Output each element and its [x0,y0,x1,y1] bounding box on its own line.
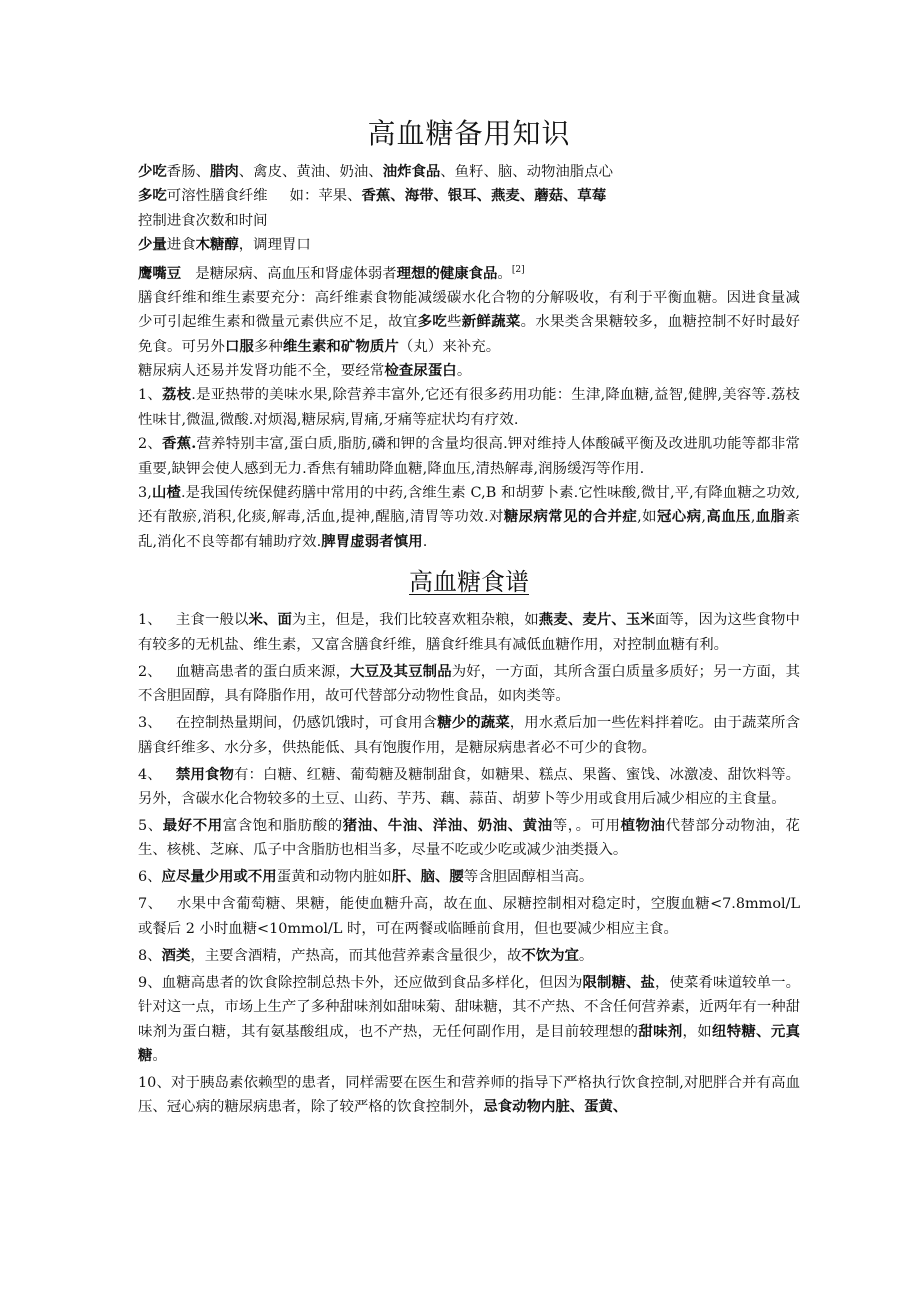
page-title: 高血糖备用知识 [367,117,571,150]
document-body [138,112,800,1122]
xylitol-line: 少量进食木糖醇，调理胃口 [138,236,311,254]
recipe-item-1: 1、 主食一般以米、面为主，但是，我们比较喜欢粗杂粮，如燕麦、麦片、玉米面等，因为这些食物中有较多的无机盐、维生素，又富含膳食纤维，膳食纤维具有减低血糖作用，对控制血糖有利。 [138,611,800,653]
kidney-paragraph: 糖尿病人还易并发肾功能不全，要经常检查尿蛋白。 [138,362,472,380]
recipe-item-9: 9、血糖高患者的饮食除控制总热卡外，还应做到食品多样化，但因为限制糖、盐，使菜肴味道较单一。针对这一点，市场上生产了多种甜味剂如甜味菊、甜味糖，其不产热、不含任何营养素，近两年有一种甜味剂为蛋白糖，其有氨基酸组成，也不产热，无任何副作用，是目前较理想的甜味剂，如纽特糖、元真糖。 [138,973,800,1064]
citation-marker: [2] [511,264,525,275]
avoid-foods-line: 少吃香肠、腊肉、禽皮、黄油、奶油、油炸食品、鱼籽、脑、动物油脂点心 [138,163,613,180]
banana-paragraph: 2、香蕉.营养特别丰富,蛋白质,脂肪,磷和钾的含量均很高.钾对维持人体酸碱平衡及改进肌功能等都非常重要,缺钾会使人感到无力.香焦有辅助降血糖,降血压,清热解毒,润肠缓泻等作用. [138,435,801,477]
recipe-item-5: 5、最好不用富含饱和脂肪酸的猪油、牛油、洋油、奶油、黄油等，。可用植物油代替部分动物油，花生、核桃、芝麻、瓜子中含脂肪也相当多，尽量不吃或少吃或减少油类摄入。 [138,816,800,859]
fiber-vitamin-paragraph: 膳食纤维和维生素要充分：高纤维素食物能减缓碳水化合物的分解吸收，有利于平衡血糖。因进食量减少可引起维生素和微量元素供应不足，故宜多吃些新鲜蔬菜。水果类含果糖较多，血糖控制不好时最好免食。可另外口服多种维生素和矿物质片（丸）来补充。 [138,289,801,355]
hawthorn-paragraph: 3,山楂.是我国传统保健药膳中常用的中药,含维生素 C,B 和胡萝卜素.它性味酸,微甘,平,有降血糖之功效,还有散瘀,消积,化痰,解毒,活血,提神,醒脑,清胃等功效.对糖尿病常见的合并症,如冠心病,高血压,血脂紊乱,消化不良等都有辅助疗效.脾胃虚弱者慎用. [138,484,800,550]
lychee-paragraph: 1、荔枝.是亚热带的美味水果,除营养丰富外,它还有很多药用功能：生津,降血糖,益智,健脾,美容等.荔枝性味甘,微温,微酸.对烦渴,糖尿病,胃痛,牙痛等症状均有疗效. [138,386,800,428]
recipe-item-6: 6、应尽量少用或不用蛋黄和动物内脏如肝、脑、腰等含胆固醇相当高。 [138,868,594,886]
fiber-foods-line: 多吃可溶性膳食纤维 如：苹果、香蕉、海带、银耳、燕麦、蘑菇、草莓 [138,187,607,205]
recipes-title: 高血糖食谱 [409,568,529,597]
recipe-item-7: 7、 水果中含葡萄糖、果糖，能使血糖升高，故在血、尿糖控制相对稳定时，空腹血糖<7.8mmol/L 或餐后 2 小时血糖<10mmol/L 时，可在两餐或临睡前食用，但也要减少相应主食。 [138,896,801,937]
chickpea-line: 鹰嘴豆 是糖尿病、高血压和肾虚体弱者理想的健康食品。[2] [138,264,525,282]
recipe-item-4: 4、 禁用食物有：白糖、红糖、葡萄糖及糖制甜食，如糖果、糕点、果酱、蜜饯、冰激凌、甜饮料等。另外，含碳水化合物较多的土豆、山药、芋艿、藕、蒜苗、胡萝卜等少用或食用后减少相应的主食量。 [138,765,800,807]
recipe-item-3: 3、 在控制热量期间，仍感饥饿时，可食用含糖少的蔬菜，用水煮后加一些佐料拌着吃。由于蔬菜所含膳食纤维多、水分多，供热能低、具有饱腹作用，是糖尿病患者必不可少的食物。 [138,714,800,756]
recipe-item-8: 8、酒类，主要含酒精，产热高，而其他营养素含量很少，故不饮为宜。 [138,946,594,964]
recipe-item-2: 2、 血糖高患者的蛋白质来源，大豆及其豆制品为好，一方面，其所含蛋白质量多质好；另一方面，其不含胆固醇，具有降脂作用，故可代替部分动物性食品，如肉类等。 [138,662,800,705]
meal-control-line: 控制进食次数和时间 [138,212,268,229]
recipe-item-10: 10、对于胰岛素依赖型的患者，同样需要在医生和营养师的指导下严格执行饮食控制,对肥胖合并有高血压、冠心病的糖尿病患者，除了较严格的饮食控制外，忌食动物内脏、蛋黄、 [138,1074,800,1116]
